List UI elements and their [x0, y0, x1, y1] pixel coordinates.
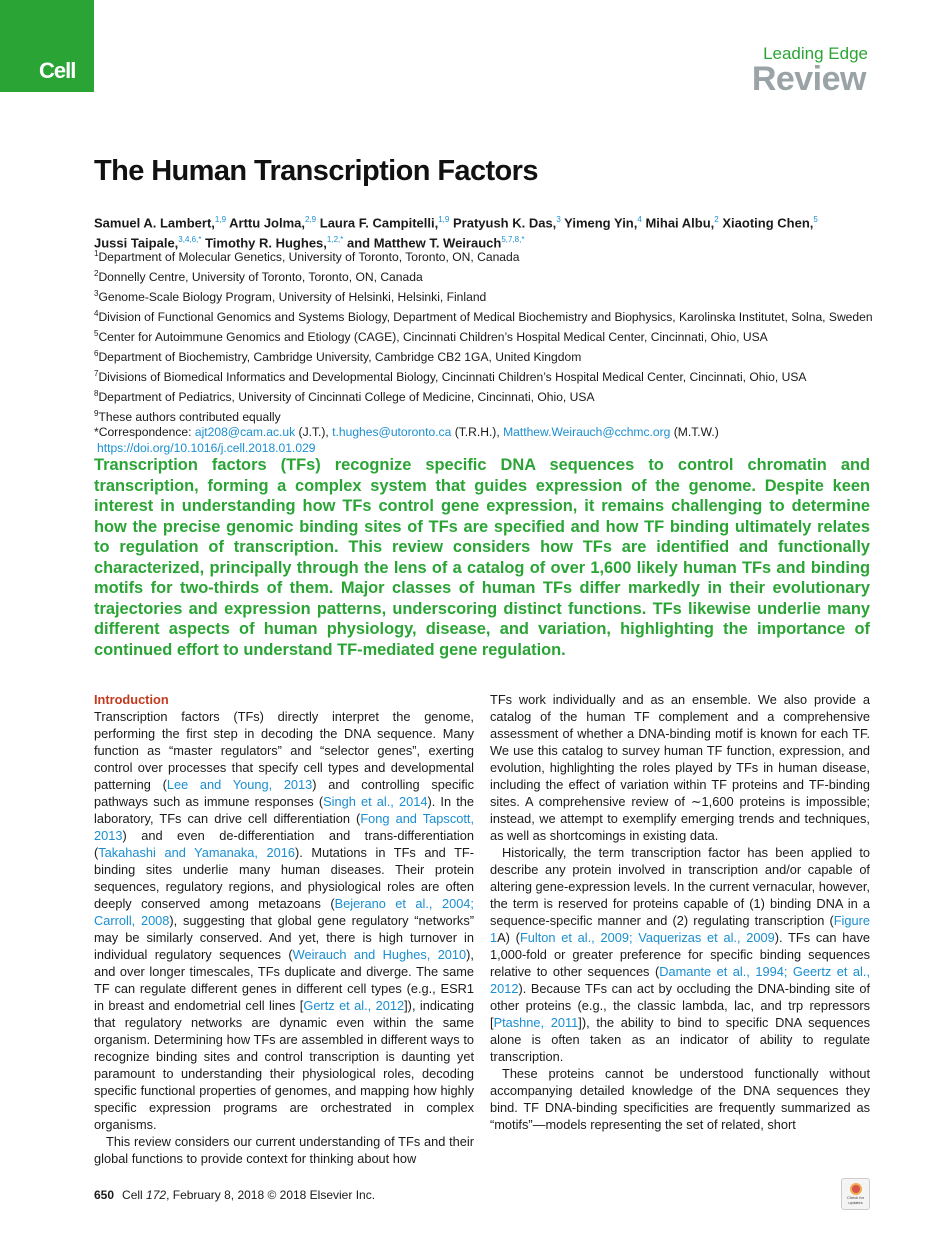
- affiliation: $^1$Department of Molecular Genetics, University of Toronto, Toronto, ON, Canada: [94, 249, 520, 265]
- affiliation: $^5$Center for Autoimmune Genomics and Etiology (CAGE), Cincinnati Children’s Hospital Medical Center, Cincinnati, Ohio, USA: [94, 328, 768, 344]
- paragraph: TFs work individually and as an ensemble. We also provide a catalog of the human TF complement and a comprehensive assessment of whether a DNA-binding motif is known for each TF. We use this catalog to survey human TF function, expression, and evolution, highlighting the roles played by TFs in human disease, including the effect of variation within TF proteins and TF-binding sites. A comprehensive review of ∼1,600 proteins is impossible; instead, we attempt to exemplify emerging trends and techniques, as well as shortcomings in existing data.: [490, 692, 870, 843]
- page-footer: 650 Cell 172, February 8, 2018 © 2018 Elsevier Inc.: [94, 1188, 376, 1202]
- author: Jussi Taipale,: [94, 235, 179, 251]
- article-title: The Human Transcription Factors: [94, 155, 538, 187]
- paragraph: These proteins cannot be understood functionally without accompanying detailed knowledge of the DNA sequences they bind. TF DNA-binding specificities are frequently summarized as “motifs”—models representing the set of related, short: [490, 1066, 870, 1132]
- author-affil[interactable]: 1,9: [214, 215, 227, 224]
- affiliation: $^9$These authors contributed equally: [94, 408, 281, 424]
- email-link[interactable]: Matthew.Weirauch@cchmc.org: [503, 425, 671, 440]
- figure-link[interactable]: Figure 1: [490, 913, 870, 945]
- check-for-updates-icon: [850, 1183, 862, 1195]
- citation-link[interactable]: Damante et al., 1994; Geertz et al., 2012: [490, 964, 870, 996]
- paragraph: This review considers our current understanding of TFs and their global functions to provide context for thinking about how: [94, 1134, 474, 1166]
- citation-link[interactable]: Fulton et al., 2009; Vaquerizas et al., 2009: [519, 930, 775, 945]
- affiliation: $^2$Donnelly Centre, University of Toronto, Toronto, ON, Canada: [94, 268, 423, 284]
- badge-text: Check for updates: [846, 1195, 865, 1205]
- citation-link[interactable]: Lee and Young, 2013: [166, 777, 313, 792]
- author-affil[interactable]: 2: [714, 215, 719, 224]
- paragraph: Transcription factors (TFs) directly interpret the genome, performing the first step in decoding the DNA sequence. Many function as “master regulators” and “selector genes”, exerting control over processes that specify cell types and developmental patterning (Lee and Young, 2013) and controlling specific pathways such as immune responses (Singh et al., 2014). In the laboratory, TFs can drive cell differentiation (Fong and Tapscott, 2013) and even de-differentiation and trans-differentiation (Takahashi and Yamanaka, 2016). Mutations in TFs and TF-binding sites underlie many human diseases. Their protein sequences, regulatory regions, and physiological roles are often deeply conserved among metazoans (Bejerano et al., 2004; Carroll, 2008), suggesting that global gene regulatory “networks” may be similarly conserved. And yet, there is high turnover in individual regulatory sequences (Weirauch and Hughes, 2010), and over longer timescales, TFs duplicate and diverge. The same TF can regulate different genes in different cell types (e.g., ESR1 in breast and endometrial cell lines [Gertz et al., 2012]), indicating that regulatory networks are dynamic even within the same organism. Determining how TFs are assembled in different ways to recognize binding sites and control transcription is daunting yet paramount to understanding their physiological roles, decoding specific functional properties of genomes, and mapping how highly specific expression programs are orchestrated in complex organisms.: [94, 709, 475, 1132]
- citation-link[interactable]: Singh et al., 2014: [323, 794, 428, 809]
- author: Arttu Jolma,: [229, 215, 305, 231]
- citation-link[interactable]: Ptashne, 2011: [493, 1015, 579, 1030]
- affiliations: [94, 246, 874, 457]
- author: Pratyush K. Das,: [452, 215, 557, 231]
- email-link[interactable]: ajt208@cam.ac.uk: [194, 425, 296, 440]
- paragraph: Historically, the term transcription factor has been applied to describe any protein involved in transcription and/or capable of altering gene-expression levels. In the current vernacular, however, the term is reserved for proteins capable of (1) binding DNA in a sequence-specific manner and (2) regulating transcription (Figure 1A) (Fulton et al., 2009; Vaquerizas et al., 2009). TFs can have 1,000-fold or greater preference for specific binding sequences relative to other sequences (Damante et al., 1994; Geertz et al., 2012). Because TFs can act by occluding the DNA-binding site of other proteins (e.g., the classic lambda, lac, and trp repressors [Ptashne, 2011]), the ability to bind to specific DNA sequences alone is often taken as an indicator of ability to regulate transcription.: [490, 845, 870, 1064]
- author-affil[interactable]: 1,2,*: [326, 235, 344, 245]
- author: Samuel A. Lambert,: [94, 215, 215, 231]
- right-column: [490, 691, 870, 1133]
- author: Mihai Albu,: [645, 215, 715, 231]
- author-affil[interactable]: 1,9: [438, 215, 450, 224]
- check-for-updates-badge[interactable]: [841, 1178, 870, 1210]
- citation-link[interactable]: Takahashi and Yamanaka, 2016: [98, 845, 296, 860]
- author: Yimeng Yin,: [564, 215, 638, 231]
- author: and Matthew T. Weirauch: [346, 235, 502, 251]
- affiliation: $^4$Division of Functional Genomics and Systems Biology, Department of Medical Biochemistry and Biophysics, Karolinska Institutet, Solna, Sweden: [94, 308, 873, 324]
- doi-link[interactable]: https://doi.org/10.1016/j.cell.2018.01.029: [97, 441, 316, 456]
- affiliation: $^8$Department of Pediatrics, University of Cincinnati College of Medicine, Cincinnati, Ohio, USA: [94, 388, 595, 404]
- affiliation: $^7$Divisions of Biomedical Informatics and Developmental Biology, Cincinnati Children’s Hospital Medical Center, Cincinnati, Ohio, USA: [94, 368, 807, 384]
- left-column: [94, 691, 474, 1167]
- email-link[interactable]: t.hughes@utoronto.ca: [332, 425, 452, 440]
- section-label: Leading Edge: [763, 44, 868, 63]
- author-affil[interactable]: 3,4,6,*: [178, 235, 202, 245]
- page-number: 650: [94, 1188, 115, 1202]
- article-type-label: Review: [751, 60, 866, 98]
- correspondence: *Correspondence: ajt208@cam.ac.uk (J.T.), t.hughes@utoronto.ca (T.R.H.), Matthew.Weirauch@cchmc.org (M.T.W.): [94, 425, 719, 440]
- section-heading: Introduction: [94, 692, 169, 707]
- author-affil[interactable]: 2,9: [305, 215, 317, 224]
- citation-link[interactable]: Weirauch and Hughes, 2010: [292, 947, 467, 962]
- affiliation: $^6$Department of Biochemistry, Cambridge University, Cambridge CB2 1GA, United Kingdom: [94, 348, 582, 364]
- author-affil[interactable]: 3: [556, 215, 561, 224]
- affiliation: $^3$Genome-Scale Biology Program, University of Helsinki, Helsinki, Finland: [94, 288, 487, 304]
- author-affil[interactable]: 4: [637, 215, 642, 224]
- citation-link[interactable]: Fong and Tapscott, 2013: [94, 811, 474, 843]
- author-affil[interactable]: 5,7,8,*: [501, 235, 525, 245]
- citation-link[interactable]: Gertz et al., 2012: [303, 998, 405, 1013]
- author: Timothy R. Hughes,: [205, 235, 327, 251]
- author: Laura F. Campitelli,: [319, 215, 439, 231]
- author: Xiaoting Chen,: [722, 215, 814, 231]
- author-affil[interactable]: 5: [813, 215, 818, 224]
- citation-link[interactable]: Bejerano et al., 2004; Carroll, 2008: [94, 896, 474, 928]
- cell-logo-text: Cell: [39, 58, 76, 83]
- cell-journal-logo: [0, 0, 94, 92]
- abstract: Transcription factors (TFs) recognize specific DNA sequences to control chromatin and transcription, forming a complex system that guides expression of the genome. Despite keen interest in understanding how TFs control gene expression, it remains challenging to determine how the precise genomic binding sites of TFs are specified and how TF binding ultimately relates to regulation of transcription. This review considers how TFs are identified and functionally characterized, principally through the lens of a catalog of over 1,600 likely human TFs and binding motifs for two-thirds of them. Major classes of human TFs differ markedly in their evolutionary trajectories and expression patterns, underscoring distinct functions. TFs likewise underlie many different aspects of human physiology, disease, and variation, highlighting the importance of continued effort to understand TF-mediated gene regulation.: [94, 456, 870, 659]
